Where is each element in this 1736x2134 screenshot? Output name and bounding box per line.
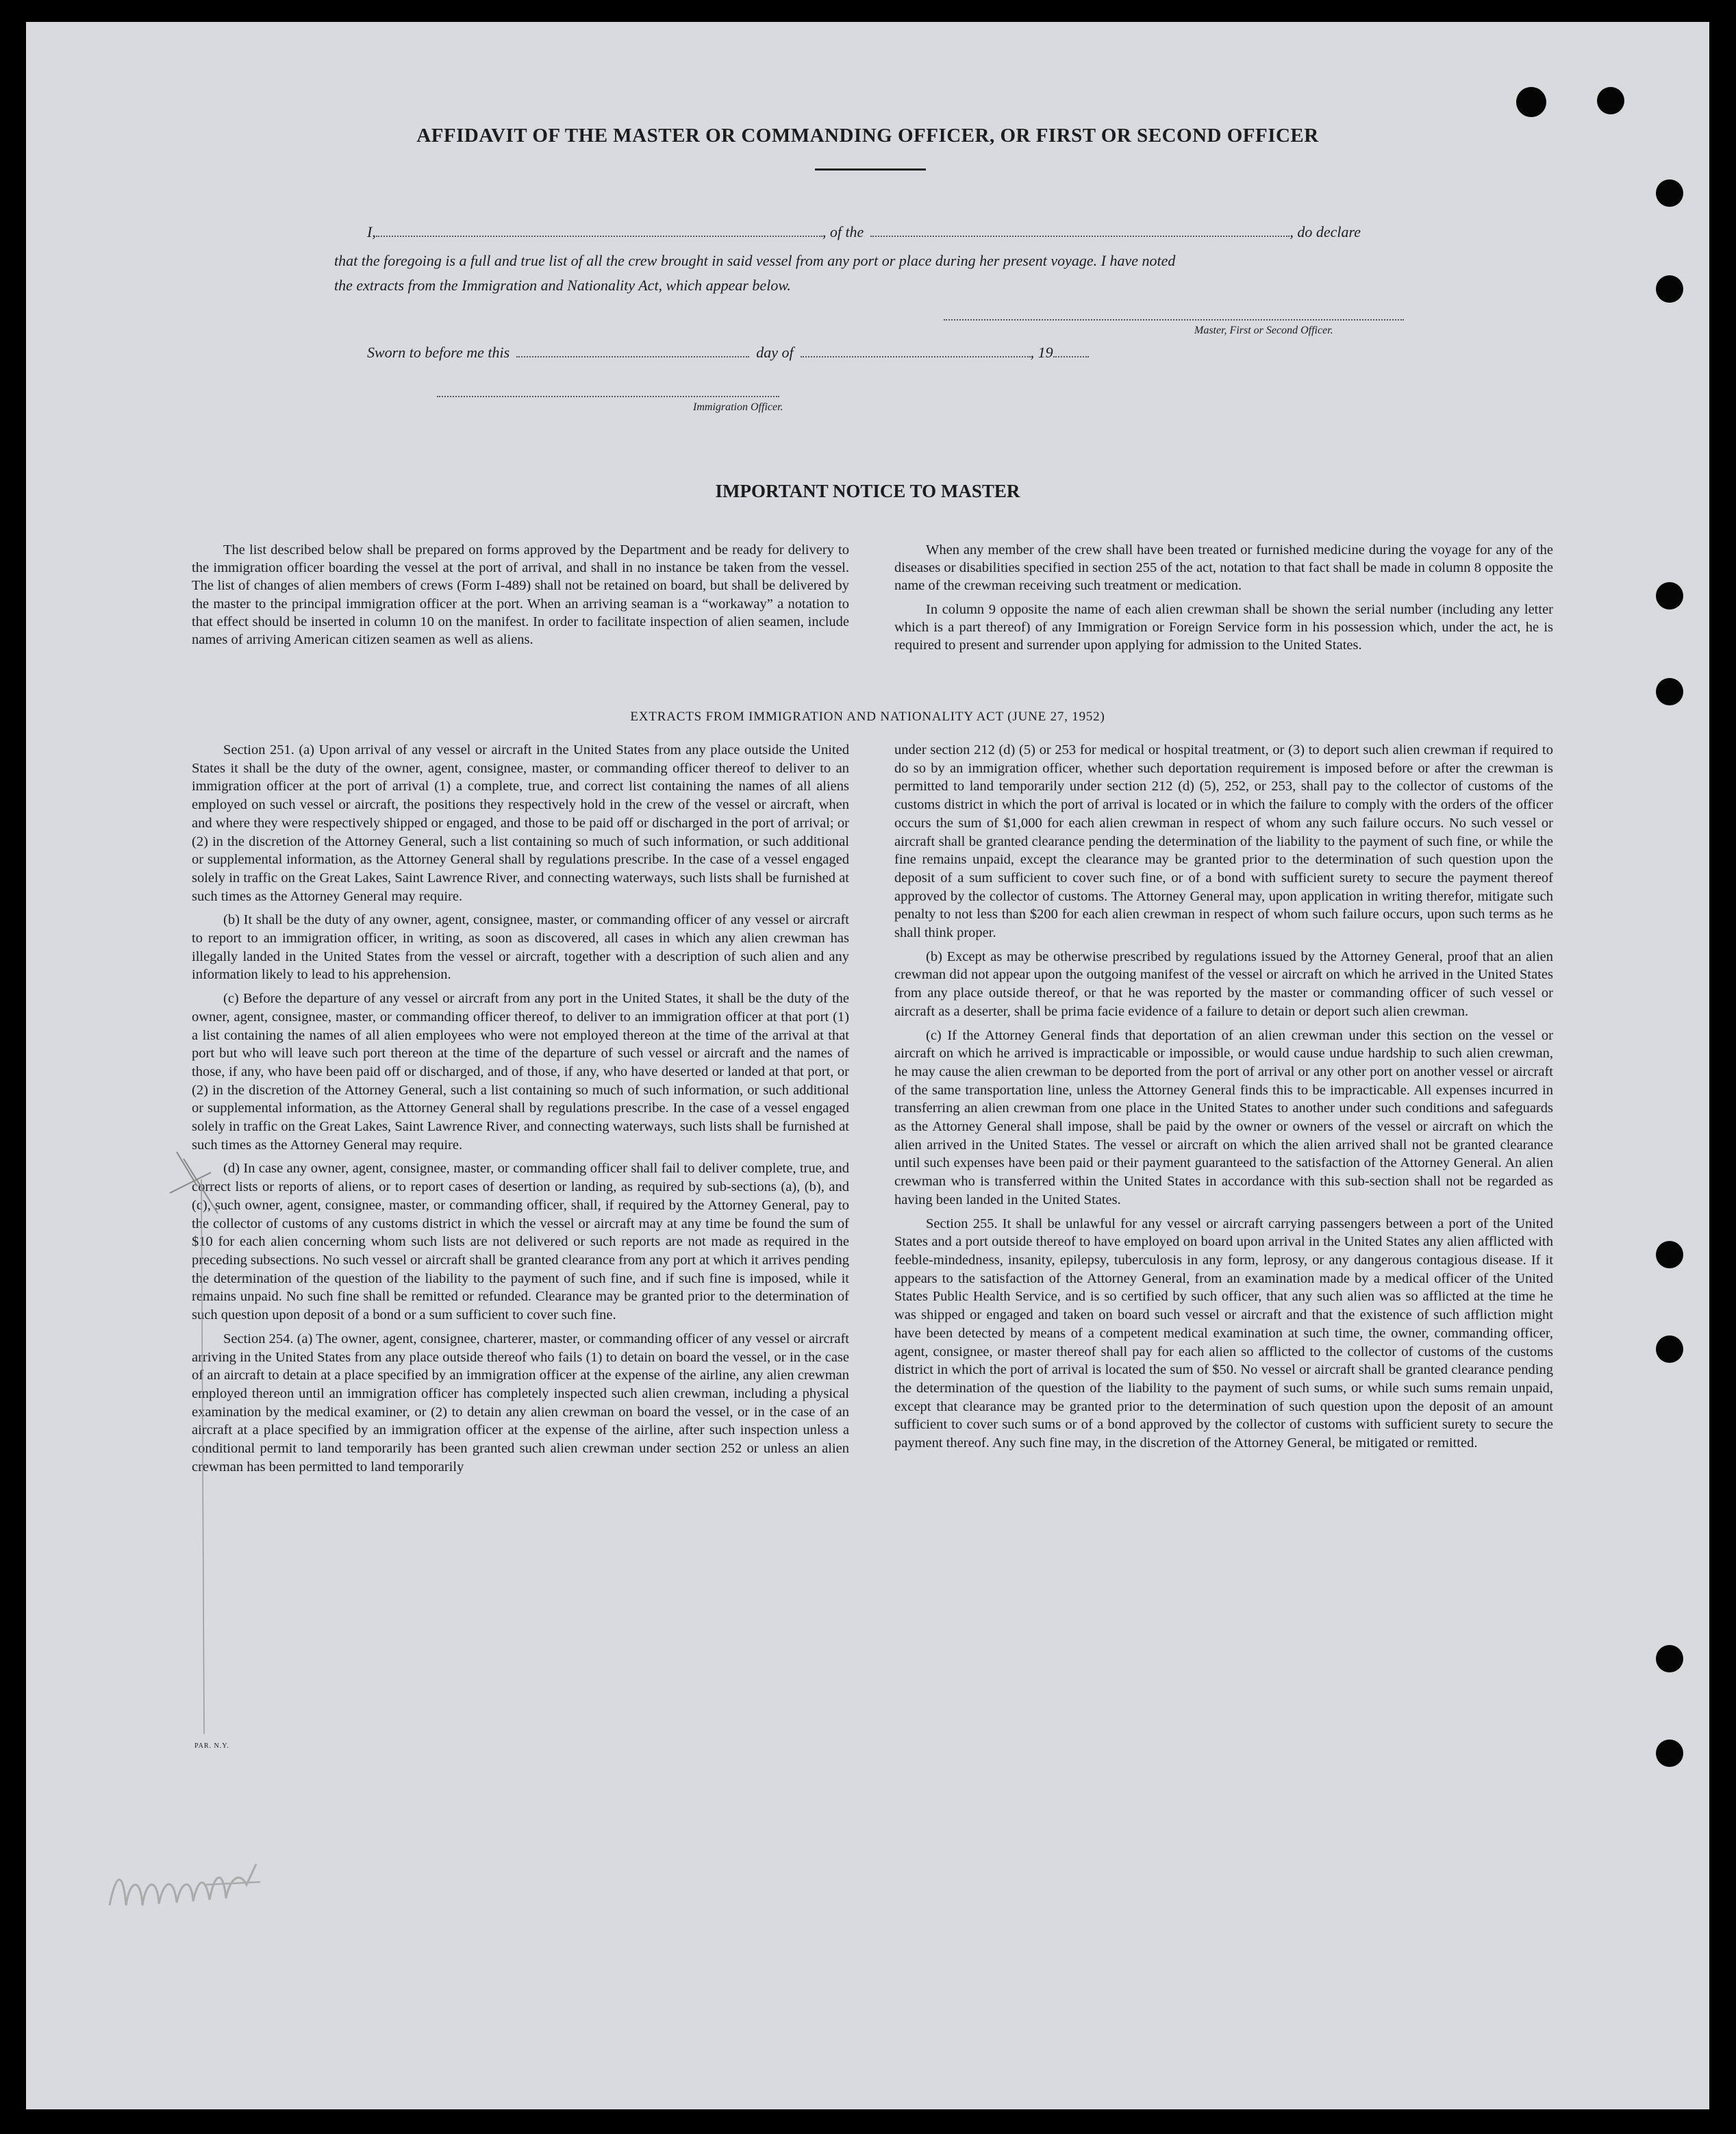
declare-i: I, xyxy=(367,223,376,240)
notice-right-paragraph-1: When any member of the crew shall have been treated or furnished medicine during the voyage for any of the diseases or disabilities specified in section 255 of the act, notation to that fact shall be made in column 8 opposite the name of the crewman receiving such treatment or medication. xyxy=(894,542,1553,594)
punch-hole-right-2 xyxy=(1656,275,1683,303)
section-255: Section 255. It shall be unlawful for any vessel or aircraft carrying passengers between a port of the United States and a port outside thereof to have employed on board upon arrival in the United States any alien afflicted with feeble-mindedness, insanity, epilepsy, tuberculosis in any form, leprosy, or any dangerous contagious disease. If it appears to the satisfaction of the Attorney General, from an examination made by a medical officer of the United States Public Health Service, and is so certified by such officer, that any such alien was so afflicted at the time he was shipped or engaged and taken on board such vessel or aircraft and that the existence of such affliction might have been detected by means of a competent medical examination at such time, the owner, commanding officer, agent, consignee, or master thereof shall pay for each alien so afflicted to the collector of customs of the customs district in which the port of arrival is located the sum of $50. No vessel or aircraft shall be granted clearance pending the determination of the question of the liability to the payment of such sums, or while such sums remain unpaid, except that clearance may be granted prior to the determination of such question upon the deposit of an amount sufficient to cover such sums or of a bond approved by the collector of customs with sufficient surety to secure the payment thereof. Any such fine may, in the discretion of the Attorney General, be mitigated or remitted. xyxy=(894,1216,1553,1451)
title-rule xyxy=(815,168,926,171)
punch-hole-right-4 xyxy=(1656,678,1683,705)
vessel-field[interactable] xyxy=(870,223,1290,237)
immigration-officer-label: Immigration Officer. xyxy=(693,401,783,413)
section-251-b: (b) It shall be the duty of any owner, agent, consignee, master, or commanding officer of any vessel or aircraft to report to an immigration officer, in writing, as soon as discovered, all cases in which any alien crewman has illegally landed in the United States from the vessel or aircraft, together with a description of such alien and any information likely to lead to his apprehension. xyxy=(192,912,849,983)
sworn-month-field[interactable] xyxy=(801,344,1031,357)
name-field[interactable] xyxy=(376,223,822,237)
punch-hole-right-8 xyxy=(1656,1740,1683,1767)
notice-title: IMPORTANT NOTICE TO MASTER xyxy=(715,481,1020,501)
printer-mark: PAR. N.Y. xyxy=(194,1742,229,1750)
section-251-c: (c) Before the departure of any vessel or aircraft from any port in the United States, it shall be the duty of the owner, agent, consignee, master, or commanding officer thereof, to deliver to an immigration officer at that port (1) a list containing the names of all alien employees who were not employed thereon at the time of the arrival at that port but who will leave such port thereon at the time of the departure of such vessel or aircraft and the names of those, if any, who have been paid off or discharged, and of those, if any, who have deserted or landed at that port, or (2) in the discretion of the Attorney General, such a list containing so much of such information, or such additional or supplemental information, as the Attorney General shall by regulations prescribe. In the case of a vessel engaged solely in traffic on the Great Lakes, Saint Lawrence River, and connecting waterways, such lists shall be furnished at such times as the Attorney General may require. xyxy=(192,991,849,1153)
declaration-line xyxy=(367,223,1361,241)
punch-hole-right-3 xyxy=(1656,582,1683,610)
section-254-c: (c) If the Attorney General finds that deportation of an alien crewman under this section on the vessel or aircraft on which he arrived is impracticable or impossible, or would cause undue hardship to such alien crewman, he may cause the alien crewman to be deported from the port of arrival or any other port on another vessel or aircraft of the same transportation line, unless the Attorney General finds this to be impracticable. All expenses incurred in transferring an alien crewman from one place in the United States to another under such conditions and safeguards as the Attorney General shall impose, shall be paid by the owner or owners of the vessel or aircraft on which the alien arrived in the United States. The vessel or aircraft on which the alien arrived shall not be granted clearance until such expenses have been paid or their payment guaranteed to the satisfaction of the Attorney General. An alien crewman who is transferred within the United States in accordance with this sub-section shall not be regarded as having been landed in the United States. xyxy=(894,1027,1553,1207)
punch-hole-right-6 xyxy=(1656,1335,1683,1363)
statement-line-2: the extracts from the Immigration and Nationality Act, which appear below. xyxy=(334,277,791,294)
sworn-day-of: day of xyxy=(756,344,794,361)
sworn-day-field[interactable] xyxy=(516,344,749,357)
punch-hole-top-2 xyxy=(1597,87,1624,114)
affidavit-title: AFFIDAVIT OF THE MASTER OR COMMANDING OFFICER, OR FIRST OR SECOND OFFICER xyxy=(416,125,1319,147)
punch-hole-top-1 xyxy=(1516,87,1546,117)
sworn-line xyxy=(367,344,1089,362)
declare-end: , do declare xyxy=(1290,223,1361,240)
notice-left-column xyxy=(192,541,849,654)
master-signature-label: Master, First or Second Officer. xyxy=(1194,325,1333,336)
notice-right-column xyxy=(894,541,1553,660)
margin-pencil-marks xyxy=(136,1131,231,1748)
master-signature-line[interactable] xyxy=(944,319,1404,321)
sworn-year-field[interactable] xyxy=(1053,344,1089,357)
immigration-officer-signature-line[interactable] xyxy=(437,396,779,397)
sworn-year: , 19 xyxy=(1030,344,1053,361)
punch-hole-right-7 xyxy=(1656,1645,1683,1672)
punch-hole-right-5 xyxy=(1656,1241,1683,1268)
punch-hole-right-1 xyxy=(1656,179,1683,207)
extracts-right-column xyxy=(894,741,1553,1458)
statement-line-1: that the foregoing is a full and true list of all the crew brought in said vessel from any port or place during her present voyage. I have noted xyxy=(334,252,1176,269)
section-254-b: (b) Except as may be otherwise prescribed by regulations issued by the Attorney General, proof that an alien crewman did not appear upon the outgoing manifest of the vessel or aircraft on which he arrived in the United States from any place outside thereof, or that he was reported by the master or commanding officer of such vessel or aircraft as a deserter, shall be prima facie evidence of a failure to detain or deport such alien crewman. xyxy=(894,949,1553,1019)
sworn-prefix: Sworn to before me this xyxy=(367,344,510,361)
extracts-left-column xyxy=(192,741,849,1481)
document-page xyxy=(26,22,1709,2109)
declare-of-the: , of the xyxy=(822,223,864,240)
extracts-title: EXTRACTS FROM IMMIGRATION AND NATIONALITY ACT (JUNE 27, 1952) xyxy=(630,710,1105,724)
section-251-a: Section 251. (a) Upon arrival of any vessel or aircraft in the United States from any place outside the United States it shall be the duty of the owner, agent, consignee, master, or commanding officer thereof to deliver to an immigration officer at the port of arrival (1) a complete, true, and correct list containing the names of all aliens employed on such vessel or aircraft, the positions they respectively hold in the crew of the vessel or aircraft, when and where they were respectively shipped or engaged, and those to be paid off or discharged in the port of arrival; or (2) in the discretion of the Attorney General, such a list containing so much of such information, or such additional or supplemental information, as the Attorney General shall by regulations prescribe. In the case of a vessel engaged solely in traffic on the Great Lakes, Saint Lawrence River, and connecting waterways, such lists shall be furnished at such times as the Attorney General may require. xyxy=(192,742,849,904)
notice-left-paragraph: The list described below shall be prepared on forms approved by the Department and be ready for delivery to the immigration officer boarding the vessel at the port of arrival, and shall in no instance be taken from the vessel. The list of changes of alien members of crews (Form I-489) shall not be retained on board, but shall be delivered by the master to the principal immigration officer at the port. When an arriving seaman is a “workaway” a notation to that effect should be inserted in column 10 on the manifest. In order to facilitate inspection of alien seamen, include names of arriving American citizen seamen as well as aliens. xyxy=(192,542,849,648)
section-251-d: (d) In case any owner, agent, consignee, master, or commanding officer shall fail to deliver complete, true, and correct lists or reports of aliens, or to report cases of desertion or landing, as required by sub-sections (a), (b), and (c), such owner, agent, consignee, master, or commanding officer, shall, if required by the Attorney General, pay to the collector of customs of any customs district in which the vessel or aircraft may at any time be found the sum of $10 for each alien concerning whom such lists are not delivered or such reports are not made as required in the preceding subsections. No such vessel or aircraft shall be granted clearance from any port at which it arrives pending the determination of the question of the liability to the payment of such fine, and if such fine is imposed, while it remains unpaid. No such fine shall be remitted or refunded. Clearance may be granted prior to the determination of such question upon deposit of a bond or a sum sufficient to cover such fine. xyxy=(192,1161,849,1323)
section-254-a-continued: under section 212 (d) (5) or 253 for medical or hospital treatment, or (3) to deport such alien crewman if required to do so by an immigration officer, whether such deportation requirement is imposed before or after the crewman is permitted to land temporarily under section 212 (d) (5), 252, or 253, shall pay to the collector of customs of the customs district in which the port of arrival is located or in which the failure to comply with the orders of the officer occurs the sum of $1,000 for each alien crewman in respect of whom any such failure occurs. No such vessel or aircraft shall be granted clearance pending the determination of the liability to the payment of such fine, or while the fine remains unpaid, except the clearance may be granted prior to the determination of such question upon the deposit of a sum sufficient to cover such fine, or of a bond with sufficient surety to secure the payment thereof approved by the collector of customs. The Attorney General may, upon application in writing therefor, mitigate such penalty to not less than $200 for each alien crewman in respect of whom such failure occurs, upon such terms as he shall think proper. xyxy=(894,742,1553,941)
section-254-a: Section 254. (a) The owner, agent, consignee, charterer, master, or commanding officer of any vessel or aircraft arriving in the United States from any place outside thereof who fails (1) to detain on board the vessel, or in the case of an aircraft to detain at a place specified by an immigration officer at the expense of the airline, any alien crewman employed thereon until an immigration officer has completely inspected such alien crewman, including a physical examination by the medical examiner, or (2) to detain any alien crewman on board the vessel, or in the case of an aircraft at a place specified by an immigration officer at the expense of the airline, after such inspection unless a conditional permit to land temporarily has been granted such alien crewman under section 252 or unless an alien crewman has been permitted to land temporarily xyxy=(192,1331,849,1474)
handwritten-signature xyxy=(103,1857,267,1919)
notice-right-paragraph-2: In column 9 opposite the name of each alien crewman shall be shown the serial number (including any letter which is a part thereof) of any Immigration or Foreign Service form in his possession which, under the act, he is required to present and surrender upon applying for admission to the United States. xyxy=(894,601,1553,653)
